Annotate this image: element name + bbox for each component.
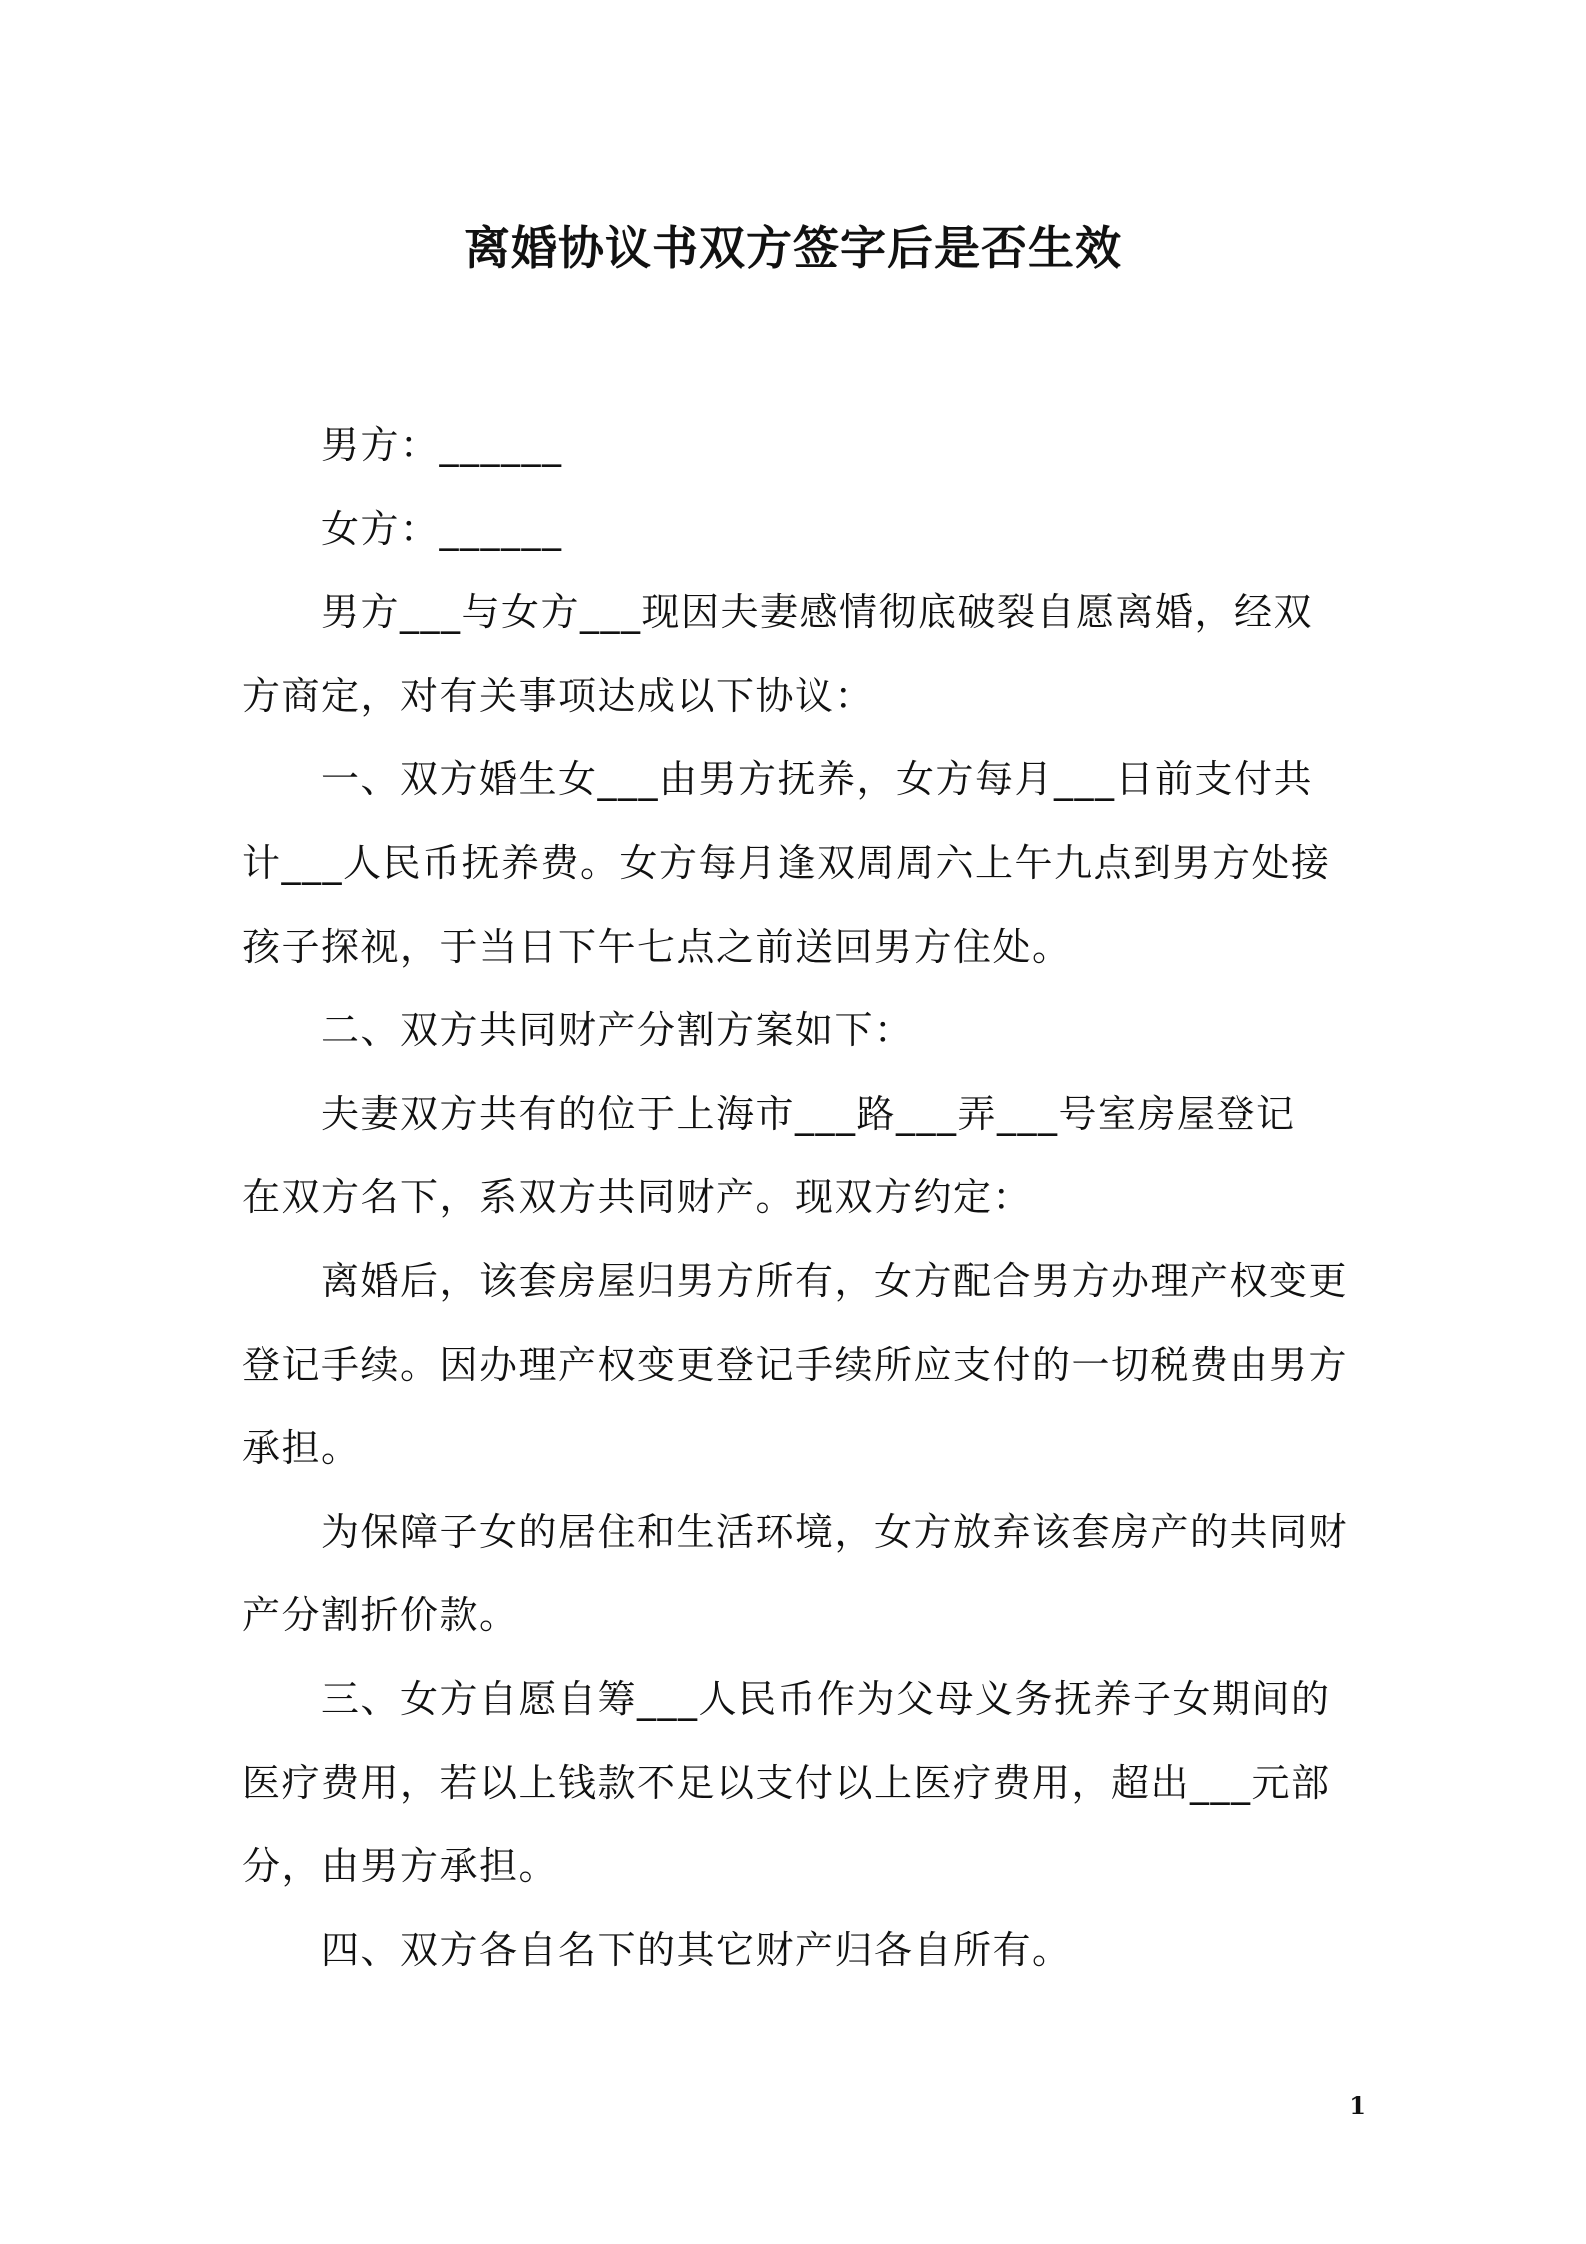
text-line: 男方___与女方___现因夫妻感情彻底破裂自愿离婚，经双 [321,590,1314,635]
text-line: 承担。 [242,1426,361,1471]
text-line: 夫妻双方共有的位于上海市___路___弄___号室房屋登记 [321,1091,1296,1136]
text-line: 女方：______ [321,506,563,551]
text-line: 分，由男方承担。 [242,1844,559,1889]
text-line: 二、双方共同财产分割方案如下： [321,1008,914,1053]
text-line: 男方：______ [321,423,563,467]
text-line: 方商定，对有关事项达成以下协议： [242,673,875,718]
text-line: 医疗费用，若以上钱款不足以支付以上医疗费用，超出___元部 [242,1760,1331,1805]
document-title: 离婚协议书双方签字后是否生效 [464,221,1122,275]
text-line: 三、女方自愿自筹___人民币作为父母义务抚养子女期间的 [321,1676,1331,1721]
text-line: 在双方名下，系双方共同财产。现双方约定： [242,1175,1033,1220]
page-number: 1 [1349,2091,1366,2120]
text-line: 孩子探视，于当日下午七点之前送回男方住处。 [242,924,1072,969]
document-body [242,404,1356,1992]
text-line: 产分割折价款。 [242,1593,519,1638]
text-line: 一、双方婚生女___由男方抚养，女方每月___日前支付共 [321,757,1314,802]
text-line: 计___人民币抚养费。女方每月逢双周周六上午九点到男方处接 [242,840,1331,885]
text-line: 离婚后，该套房屋归男方所有，女方配合男方办理产权变更 [321,1258,1349,1303]
text-line: 登记手续。因办理产权变更登记手续所应支付的一切税费由男方 [242,1342,1349,1387]
text-line: 为保障子女的居住和生活环境，女方放弃该套房产的共同财 [321,1509,1349,1554]
text-line: 四、双方各自名下的其它财产归各自所有。 [321,1927,1072,1972]
